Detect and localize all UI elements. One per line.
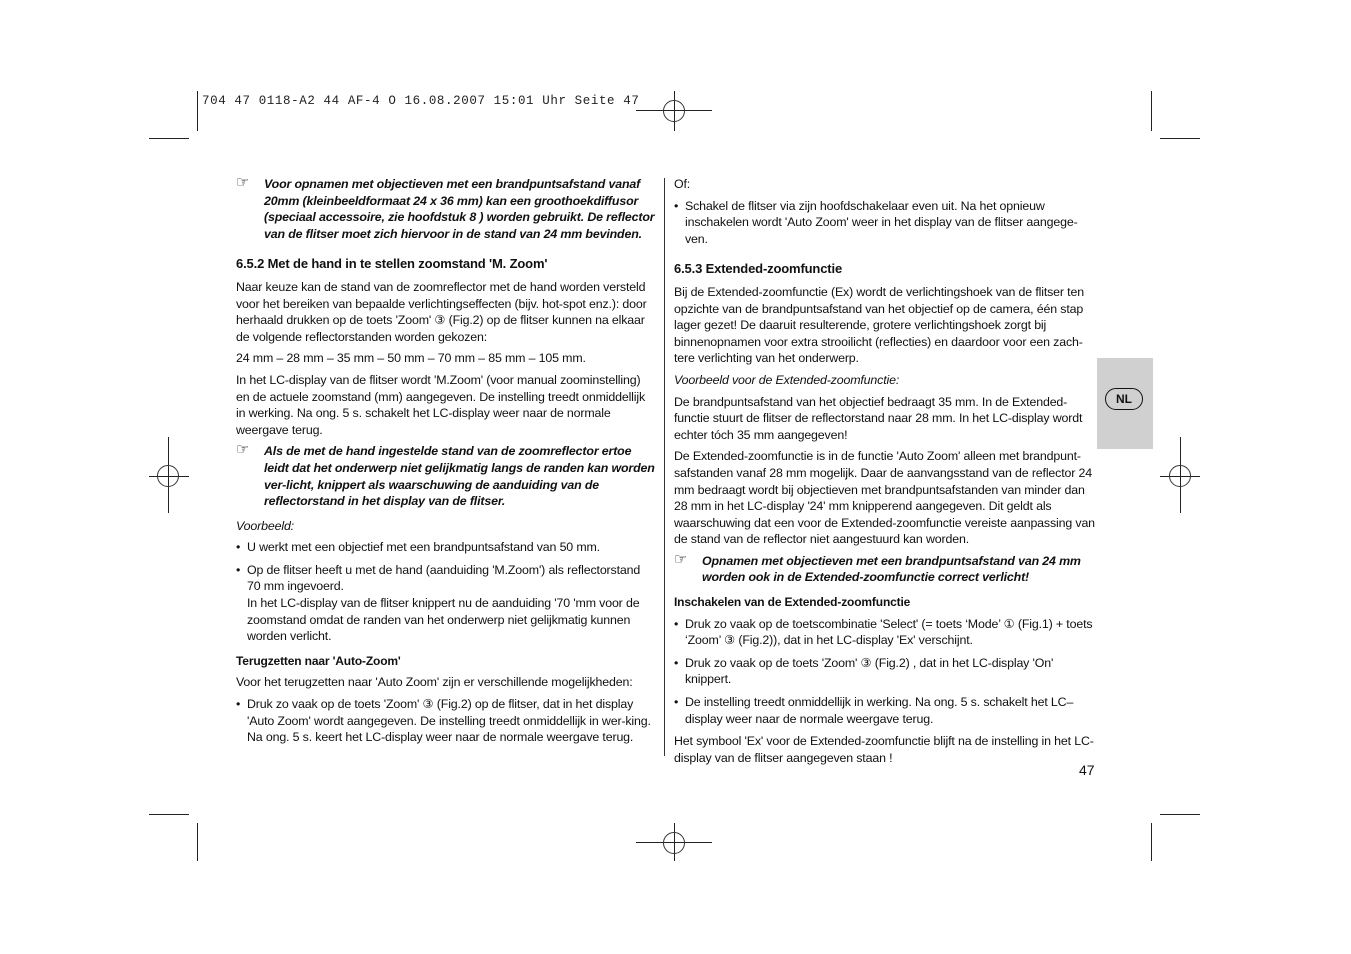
example-label: Voorbeeld: [236, 518, 294, 533]
language-tab [1097, 358, 1153, 449]
list-item: • Druk zo vaak op de toets 'Zoom' ③ (Fig.2) op de flitser, dat in het display 'Auto Zoom' wordt aangegeven. De instelling treedt onmiddellijk in wer-king. Na ong. 5 s. keert het LC-display weer naar de normale weergave terug. [236, 696, 656, 746]
language-badge: NL [1105, 388, 1143, 410]
print-header: 704 47 0118-A2 44 AF-4 O 16.08.2007 15:01 Uhr Seite 47 [202, 94, 640, 108]
list-item: • Druk zo vaak op de toets 'Zoom' ③ (Fig.2) , dat in het LC-display 'On' knippert. [674, 655, 1096, 688]
column-divider [664, 178, 665, 756]
paragraph: De Extended-zoomfunctie is in de functie 'Auto Zoom' alleen met brandpunt-safstanden vanaf 28 mm mogelijk. Daar de aanvangsstand van de reflector 24 mm bedraagt wordt bij objectieven met brandpuntsafstanden van minder dan 28 mm in het LC-display '24' mm knipperend aangegeven. Dit geldt als waarschuwing dat een voor de Extended-zoomfunctie vereiste aanpassing van de stand van de reflector niet aangestuurd kan worden. [674, 449, 1095, 547]
list-item: • U werkt met een objectief met een brandpuntsafstand van 50 mm. [236, 539, 656, 556]
hand-pointer-icon: ☞ [236, 441, 250, 459]
example-label: Voorbeeld voor de Extended-zoomfunctie: [674, 372, 900, 387]
paragraph: Bij de Extended-zoomfunctie (Ex) wordt de verlichtingshoek van de flitser ten opzichte van de brandpuntsafstand van het objectief op de camera, één stap lager gezet! De daaruit resulterende, grotere verlichtingshoek zorgt bij binnenopnamen voor extra strooilicht (reflecties) en daardoor voor een zach-tere verlichting van het onderwerp. [674, 284, 1084, 366]
note-wide-angle-diffuser: ☞ Voor opnamen met objectieven met een brandpuntsafstand vanaf 20mm (kleinbeeldformaat 24 x 36 mm) kan een groothoekdiffusor (speciaal accessoire, zie hoofdstuk 8 ) worden gebruikt. De reflector van de flitser moet zich hiervoor in de stand van 24 mm bevinden. [236, 174, 655, 241]
paragraph: In het LC-display van de flitser wordt 'M.Zoom' (voor manual zoominstelling) en de actuele zoomstand (mm) aangegeven. De instelling treedt onmiddellijk in werking. Na ong. 5 s. schakelt het LC-display weer naar de normale weergave terug. [236, 372, 646, 437]
paragraph: Of: [674, 177, 691, 191]
hand-pointer-icon: ☞ [236, 174, 250, 191]
paragraph: Voor het terugzetten naar 'Auto Zoom' zijn er verschillende mogelijkheden: [236, 675, 633, 690]
heading-6-5-3: 6.5.3 Extended-zoomfunctie [674, 261, 843, 277]
paragraph: De brandpuntsafstand van het objectief bedraagt 35 mm. In de Extended-functie stuurt de flitser de reflectorstand naar 28 mm. In het LC-display wordt echter tóch 35 mm aangegeven! [674, 394, 1083, 442]
list-item: • De instelling treedt onmiddellijk in werking. Na ong. 5 s. schakelt het LC–display weer naar de normale weergave terug. [674, 694, 1096, 727]
right-column [674, 176, 1096, 771]
hand-pointer-icon: ☞ [674, 550, 688, 568]
paragraph: 24 mm – 28 mm – 35 mm – 50 mm – 70 mm – 85 mm – 105 mm. [236, 351, 586, 366]
heading-reset-auto-zoom: Terugzetten naar 'Auto-Zoom' [236, 653, 401, 668]
paragraph: Het symbool 'Ex' voor de Extended-zoomfunctie blijft na de instelling in het LC-display van de flitser aangegeven staan ! [674, 734, 1094, 765]
note-reflector-warning: ☞ Als de met de hand ingestelde stand van de zoomreflector ertoe leidt dat het onderwerp niet gelijkmatig langs de randen kan worden ver-licht, knippert als waarschuwing de aanduiding van de reflectorstand in het display van de flitser. [236, 441, 655, 509]
heading-6-5-2: 6.5.2 Met de hand in te stellen zoomstand 'M. Zoom' [236, 256, 548, 272]
left-column [236, 176, 656, 752]
heading-enable-extended-zoom: Inschakelen van de Extended-zoomfunctie [674, 595, 911, 610]
paragraph: Naar keuze kan de stand van de zoomreflector met de hand worden versteld voor het bereiken van bepaalde verlichtingseffecten (bijv. hot-spot enz.): door herhaald drukken op de toets 'Zoom' ③ (Fig.2) op de flitser kunnen na elkaar de volgende reflectorstanden worden gekozen: [236, 279, 647, 344]
note-24mm: ☞ Opnamen met objectieven met een brandpuntsafstand van 24 mm worden ook in de Extended-zoomfunctie correct verlicht! [674, 550, 1081, 585]
page-number: 47 [1079, 762, 1095, 778]
list-item: • Op de flitser heeft u met de hand (aanduiding 'M.Zoom') als reflectorstand 70 mm ingevoerd. In het LC-display van de flitser knippert nu de aanduiding '70 'mm voor de zoomstand omdat de randen van het onderwerp niet gelijkmatig kunnen worden verlicht. [236, 562, 656, 645]
list-item: • Druk zo vaak op de toetscombinatie 'Select' (= toets ‘Mode’ ① (Fig.1) + toets ‘Zoom’ ③ (Fig.2)), dat in het LC-display 'Ex' verschijnt. [674, 616, 1096, 649]
list-item: • Schakel de flitser via zijn hoofdschakelaar even uit. Na het opnieuw inschakelen wordt 'Auto Zoom' weer in het display van de flitser aangege-ven. [674, 198, 1096, 248]
